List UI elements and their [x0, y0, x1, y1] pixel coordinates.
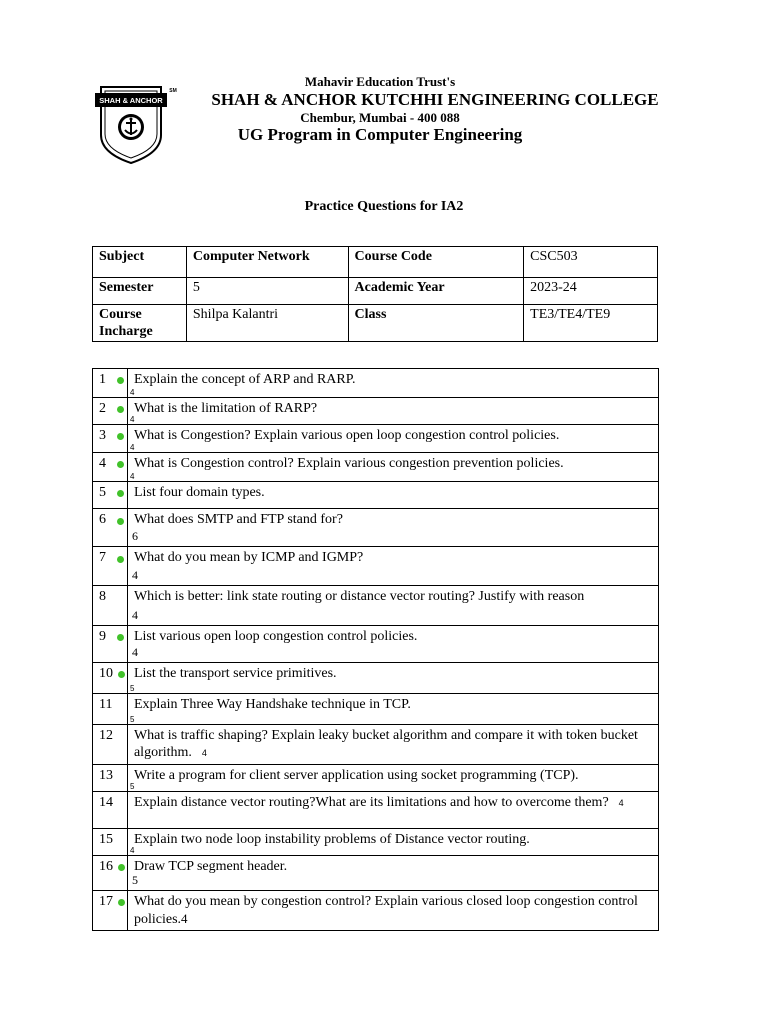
course-code-label: Course Code — [348, 247, 524, 278]
course-code-value: CSC503 — [524, 247, 658, 278]
question-row — [93, 509, 659, 547]
class-value: TE3/TE4/TE9 — [524, 305, 658, 342]
question-number: 10 — [93, 663, 128, 694]
question-row — [93, 694, 659, 725]
semester-value: 5 — [186, 278, 348, 305]
question-cell — [127, 829, 658, 856]
page-title: Practice Questions for IA2 — [304, 199, 464, 214]
question-number: 17 — [93, 891, 128, 931]
question-mark: 4 — [618, 798, 624, 808]
status-dot — [117, 461, 124, 468]
question-cell — [127, 891, 658, 931]
question-row — [93, 856, 659, 891]
subject-label: Subject — [93, 247, 187, 278]
question-cell — [127, 792, 658, 829]
logo-mark: SM — [169, 88, 177, 94]
status-dot — [118, 864, 125, 871]
question-mark: 5 — [129, 782, 135, 791]
question-number: 9 — [93, 626, 128, 663]
question-cell — [127, 509, 658, 547]
question-cell — [127, 586, 658, 626]
question-row — [93, 547, 659, 586]
status-dot — [117, 433, 124, 440]
logo-text: SHAH & ANCHOR — [99, 96, 163, 105]
question-text: Explain the concept of ARP and RARP. — [133, 372, 356, 387]
incharge-label: Course Incharge — [93, 305, 187, 342]
question-row — [93, 792, 659, 829]
question-number: 2 — [93, 398, 128, 425]
college-name: SHAH & ANCHOR KUTCHHI ENGINEERING COLLEGE — [211, 90, 659, 109]
question-row — [93, 586, 659, 626]
question-text: Explain Three Way Handshake technique in TCP. — [133, 697, 411, 712]
question-cell — [127, 482, 658, 509]
question-row — [93, 725, 659, 765]
question-text: What is traffic shaping? Explain leaky bucket algorithm and compare it with token bucket algorithm. — [133, 728, 638, 760]
question-cell — [127, 398, 658, 425]
question-mark: 4 — [131, 608, 138, 622]
question-number: 8 — [93, 586, 128, 626]
question-text: Draw TCP segment header. — [133, 859, 288, 874]
question-text: List four domain types. — [133, 485, 265, 500]
status-dot — [117, 377, 124, 384]
question-text: List various open loop congestion control policies. — [133, 629, 418, 644]
question-number: 4 — [93, 453, 128, 482]
question-text: Explain two node loop instability problems of Distance vector routing. — [133, 832, 530, 847]
question-row — [93, 765, 659, 792]
question-number: 5 — [93, 482, 128, 509]
course-info-table — [92, 246, 658, 342]
status-dot — [117, 490, 124, 497]
question-text: What is Congestion? Explain various open loop congestion control policies. — [133, 428, 560, 443]
question-cell — [127, 547, 658, 586]
question-cell — [127, 369, 658, 398]
question-text: What do you mean by congestion control? Explain various closed loop congestion control policies. — [133, 894, 638, 927]
question-row — [93, 453, 659, 482]
semester-label: Semester — [93, 278, 187, 305]
question-number: 15 — [93, 829, 128, 856]
question-mark: 4 — [129, 472, 135, 481]
question-text: List the transport service primitives. — [133, 666, 337, 681]
question-number: 11 — [93, 694, 128, 725]
question-number: 6 — [93, 509, 128, 547]
question-cell — [127, 765, 658, 792]
question-mark: 4 — [129, 388, 135, 397]
status-dot — [117, 556, 124, 563]
question-mark: 4 — [129, 443, 135, 452]
academic-year-label: Academic Year — [348, 278, 524, 305]
subject-value: Computer Network — [186, 247, 348, 278]
status-dot — [117, 406, 124, 413]
question-text: What is Congestion control? Explain various congestion prevention policies. — [133, 456, 564, 471]
status-dot — [117, 634, 124, 641]
question-number: 14 — [93, 792, 128, 829]
question-text: What do you mean by ICMP and IGMP? — [133, 550, 364, 565]
question-row — [93, 425, 659, 453]
question-mark: 5 — [131, 873, 138, 887]
program-name: UG Program in Computer Engineering — [237, 125, 523, 144]
question-mark: 4 — [129, 415, 135, 424]
status-dot — [117, 518, 124, 525]
question-row — [93, 663, 659, 694]
question-row — [93, 891, 659, 931]
question-mark: 4 — [201, 748, 207, 758]
question-cell — [127, 725, 658, 765]
question-row — [93, 369, 659, 398]
question-mark: 4 — [131, 645, 138, 659]
question-row — [93, 482, 659, 509]
college-logo — [95, 83, 177, 165]
college-address: Chembur, Mumbai - 400 088 — [300, 110, 460, 125]
question-text: Explain distance vector routing?What are its limitations and how to overcome them? — [133, 795, 609, 810]
question-mark: 5 — [129, 684, 135, 693]
questions-table — [92, 368, 659, 931]
class-label: Class — [348, 305, 524, 342]
trust-name: Mahavir Education Trust's — [304, 74, 456, 89]
question-mark: 4 — [129, 846, 135, 855]
status-dot — [118, 671, 125, 678]
incharge-value: Shilpa Kalantri — [186, 305, 348, 342]
question-row — [93, 829, 659, 856]
question-text: Write a program for client server application using socket programming (TCP). — [133, 768, 579, 783]
question-text: What does SMTP and FTP stand for? — [133, 512, 343, 527]
question-number: 12 — [93, 725, 128, 765]
academic-year-value: 2023-24 — [524, 278, 658, 305]
question-cell — [127, 694, 658, 725]
question-number: 7 — [93, 547, 128, 586]
question-cell — [127, 425, 658, 453]
question-cell — [127, 856, 658, 891]
question-number: 3 — [93, 425, 128, 453]
question-cell — [127, 453, 658, 482]
question-mark: 4 — [181, 911, 188, 926]
status-dot — [118, 899, 125, 906]
question-row — [93, 398, 659, 425]
question-mark: 4 — [131, 568, 138, 582]
question-mark: 6 — [131, 529, 138, 543]
question-row — [93, 626, 659, 663]
question-cell — [127, 663, 658, 694]
question-number: 13 — [93, 765, 128, 792]
question-cell — [127, 626, 658, 663]
question-text: Which is better: link state routing or distance vector routing? Justify with reason — [133, 589, 585, 604]
question-number: 16 — [93, 856, 128, 891]
question-mark: 5 — [129, 715, 135, 724]
question-number: 1 — [93, 369, 128, 398]
question-text: What is the limitation of RARP? — [133, 401, 318, 416]
